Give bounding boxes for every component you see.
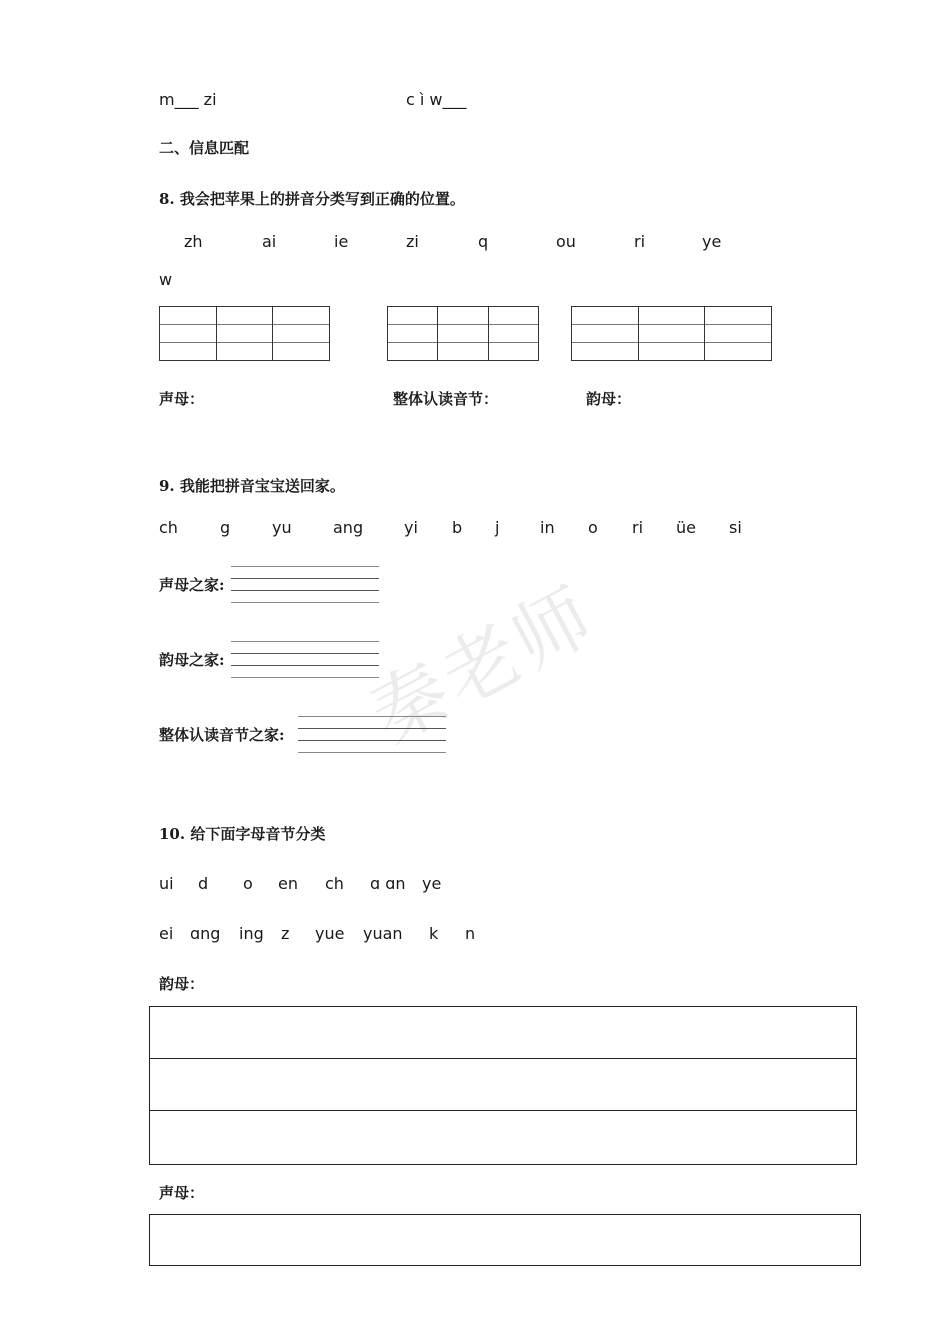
q8-grid-whole-syllables[interactable] (387, 306, 539, 361)
q8-token: zi (406, 232, 419, 251)
q8-label-finals: 韵母： (586, 390, 632, 408)
q9-token: o (588, 518, 598, 537)
q8-token: ou (556, 232, 576, 251)
q10-finals-answer-box-1[interactable] (149, 1006, 857, 1059)
q10-token: ing (239, 924, 264, 943)
q10-finals-answer-box-3[interactable] (149, 1110, 857, 1165)
q10-label-initials: 声母： (159, 1184, 205, 1202)
q9-token: ang (333, 518, 364, 537)
section-title: 二、信息匹配 (159, 139, 250, 157)
q8-token: q (478, 232, 489, 251)
q9-token: yu (272, 518, 292, 537)
q8-token: ie (334, 232, 349, 251)
q10-token: k (429, 924, 439, 943)
grid-cell[interactable] (639, 307, 706, 360)
grid-cell[interactable] (273, 307, 329, 360)
q9-home-finals-label: 韵母之家: (159, 651, 225, 669)
q10-token: ei (159, 924, 174, 943)
q10-token: z (281, 924, 290, 943)
q8-label-initials: 声母： (159, 390, 205, 408)
q9-home-syllables-label: 整体认读音节之家: (159, 726, 285, 744)
q8-token: ri (634, 232, 646, 251)
q9-home-initials-lines[interactable] (231, 566, 379, 604)
q8-token: w (159, 270, 173, 289)
q10-finals-answer-box-2[interactable] (149, 1058, 857, 1111)
q10-token: ɑng (190, 924, 221, 943)
grid-cell[interactable] (572, 307, 639, 360)
q10-token: d (198, 874, 209, 893)
q10-token: ɑ ɑn (370, 874, 406, 893)
q10-label-finals: 韵母： (159, 975, 205, 993)
q10-token: ch (325, 874, 344, 893)
q8-token: ye (702, 232, 722, 251)
q8-grid-initials[interactable] (159, 306, 330, 361)
q9-token: b (452, 518, 463, 537)
fill-in-item-2: c ì w___ (406, 90, 467, 109)
q9-token: ch (159, 518, 178, 537)
q10-token: en (278, 874, 298, 893)
q10-token: yuan (363, 924, 403, 943)
q10-token: n (465, 924, 476, 943)
q10-initials-answer-box[interactable] (149, 1214, 861, 1266)
q9-title: 9. 我能把拼音宝宝送回家。 (159, 477, 345, 495)
q9-token: j (495, 518, 500, 537)
q10-token: yue (315, 924, 345, 943)
fill-in-item-1: m___ zi (159, 90, 217, 109)
grid-cell[interactable] (705, 307, 771, 360)
q8-token: zh (184, 232, 203, 251)
q8-label-whole-syllables: 整体认读音节： (393, 390, 499, 408)
watermark: 秦老师 (355, 569, 610, 761)
q10-token: o (243, 874, 253, 893)
grid-cell[interactable] (217, 307, 274, 360)
q8-grid-finals[interactable] (571, 306, 772, 361)
q9-token: ri (632, 518, 644, 537)
q9-home-syllables-lines[interactable] (298, 716, 446, 754)
grid-cell[interactable] (438, 307, 488, 360)
q8-token: ai (262, 232, 277, 251)
q10-token: ui (159, 874, 174, 893)
grid-cell[interactable] (489, 307, 538, 360)
q9-home-finals-lines[interactable] (231, 641, 379, 679)
q10-title: 10. 给下面字母音节分类 (159, 825, 326, 843)
q9-token: yi (404, 518, 418, 537)
grid-cell[interactable] (160, 307, 217, 360)
q10-token: ye (422, 874, 442, 893)
q9-token: g (220, 518, 231, 537)
q8-title: 8. 我会把苹果上的拼音分类写到正确的位置。 (159, 190, 465, 208)
grid-cell[interactable] (388, 307, 438, 360)
q9-token: si (729, 518, 742, 537)
q9-token: in (540, 518, 555, 537)
q9-home-initials-label: 声母之家: (159, 576, 225, 594)
q9-token: üe (676, 518, 696, 537)
